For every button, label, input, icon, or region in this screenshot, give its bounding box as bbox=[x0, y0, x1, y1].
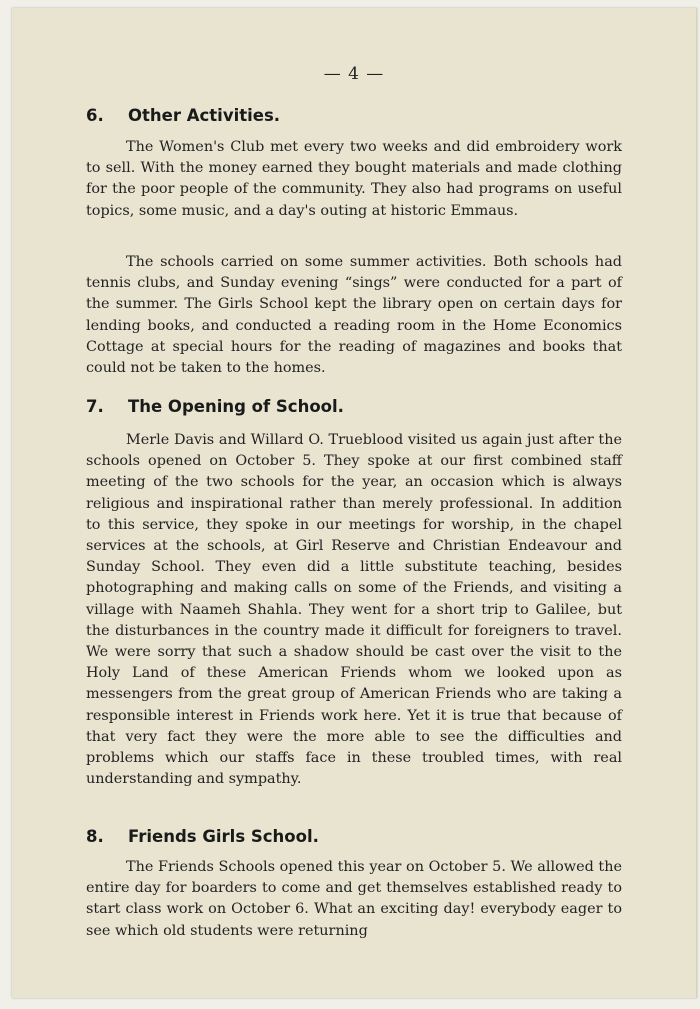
paragraph: The schools carried on some summer activities. Both schools had tennis clubs, and Sunday evening “sings” were conducted for a part of the summer. The Girls School kept the library open on certain days for lending books, and conducted a reading room in the Home Economics Cottage at special hours for the reading of magazines and books that could not be taken to the homes. bbox=[86, 254, 622, 377]
section-title: Friends Girls School. bbox=[128, 827, 319, 846]
section-heading-other-activities bbox=[86, 106, 622, 125]
paragraph: The Friends Schools opened this year on October 5. We allowed the entire day for boarders to come and get themselves established ready to start class work on October 6. What an exciting day! everybody eager to see which old students were returning bbox=[86, 859, 622, 939]
page-number: — 4 — bbox=[323, 64, 385, 84]
section-title: The Opening of School. bbox=[128, 397, 344, 416]
section-number: 7. bbox=[86, 397, 104, 416]
section-number: 6. bbox=[86, 106, 104, 125]
section-heading-friends-girls-school bbox=[86, 827, 622, 846]
section-heading-opening-of-school bbox=[86, 397, 622, 416]
paragraph: The Women's Club met every two weeks and did embroidery work to sell. With the money earned they bought materials and made clothing for the poor people of the community. They also had programs on useful topics, some music, and a day's outing at historic Emmaus. bbox=[86, 139, 622, 219]
section-number: 8. bbox=[86, 827, 104, 846]
paragraph: Merle Davis and Willard O. Trueblood visited us again just after the schools opened on October 5. They spoke at our first combined staff meeting of the two schools for the year, an occasion which is always religious and inspirational rather than merely professional. In addition to this service, they spoke in our meetings for worship, in the chapel services at the schools, at Girl Reserve and Christian Endeavour and Sunday School. They even did a little substitute teaching, besides photographing and making calls on some of the Friends, and visiting a village with Naameh Shahla. They went for a short trip to Galilee, but the disturbances in the country made it difficult for foreigners to travel. We were sorry that such a shadow should be cast over the visit to the Holy Land of these American Friends whom we looked upon as messengers from the great group of American Friends who are taking a responsible interest in Friends work here. Yet it is true that because of that very fact they were the more able to see the difficulties and problems which our staffs face in these troubled times, with real understanding and sympathy. bbox=[86, 432, 622, 788]
document-page bbox=[12, 8, 697, 998]
section-title: Other Activities. bbox=[128, 106, 281, 125]
